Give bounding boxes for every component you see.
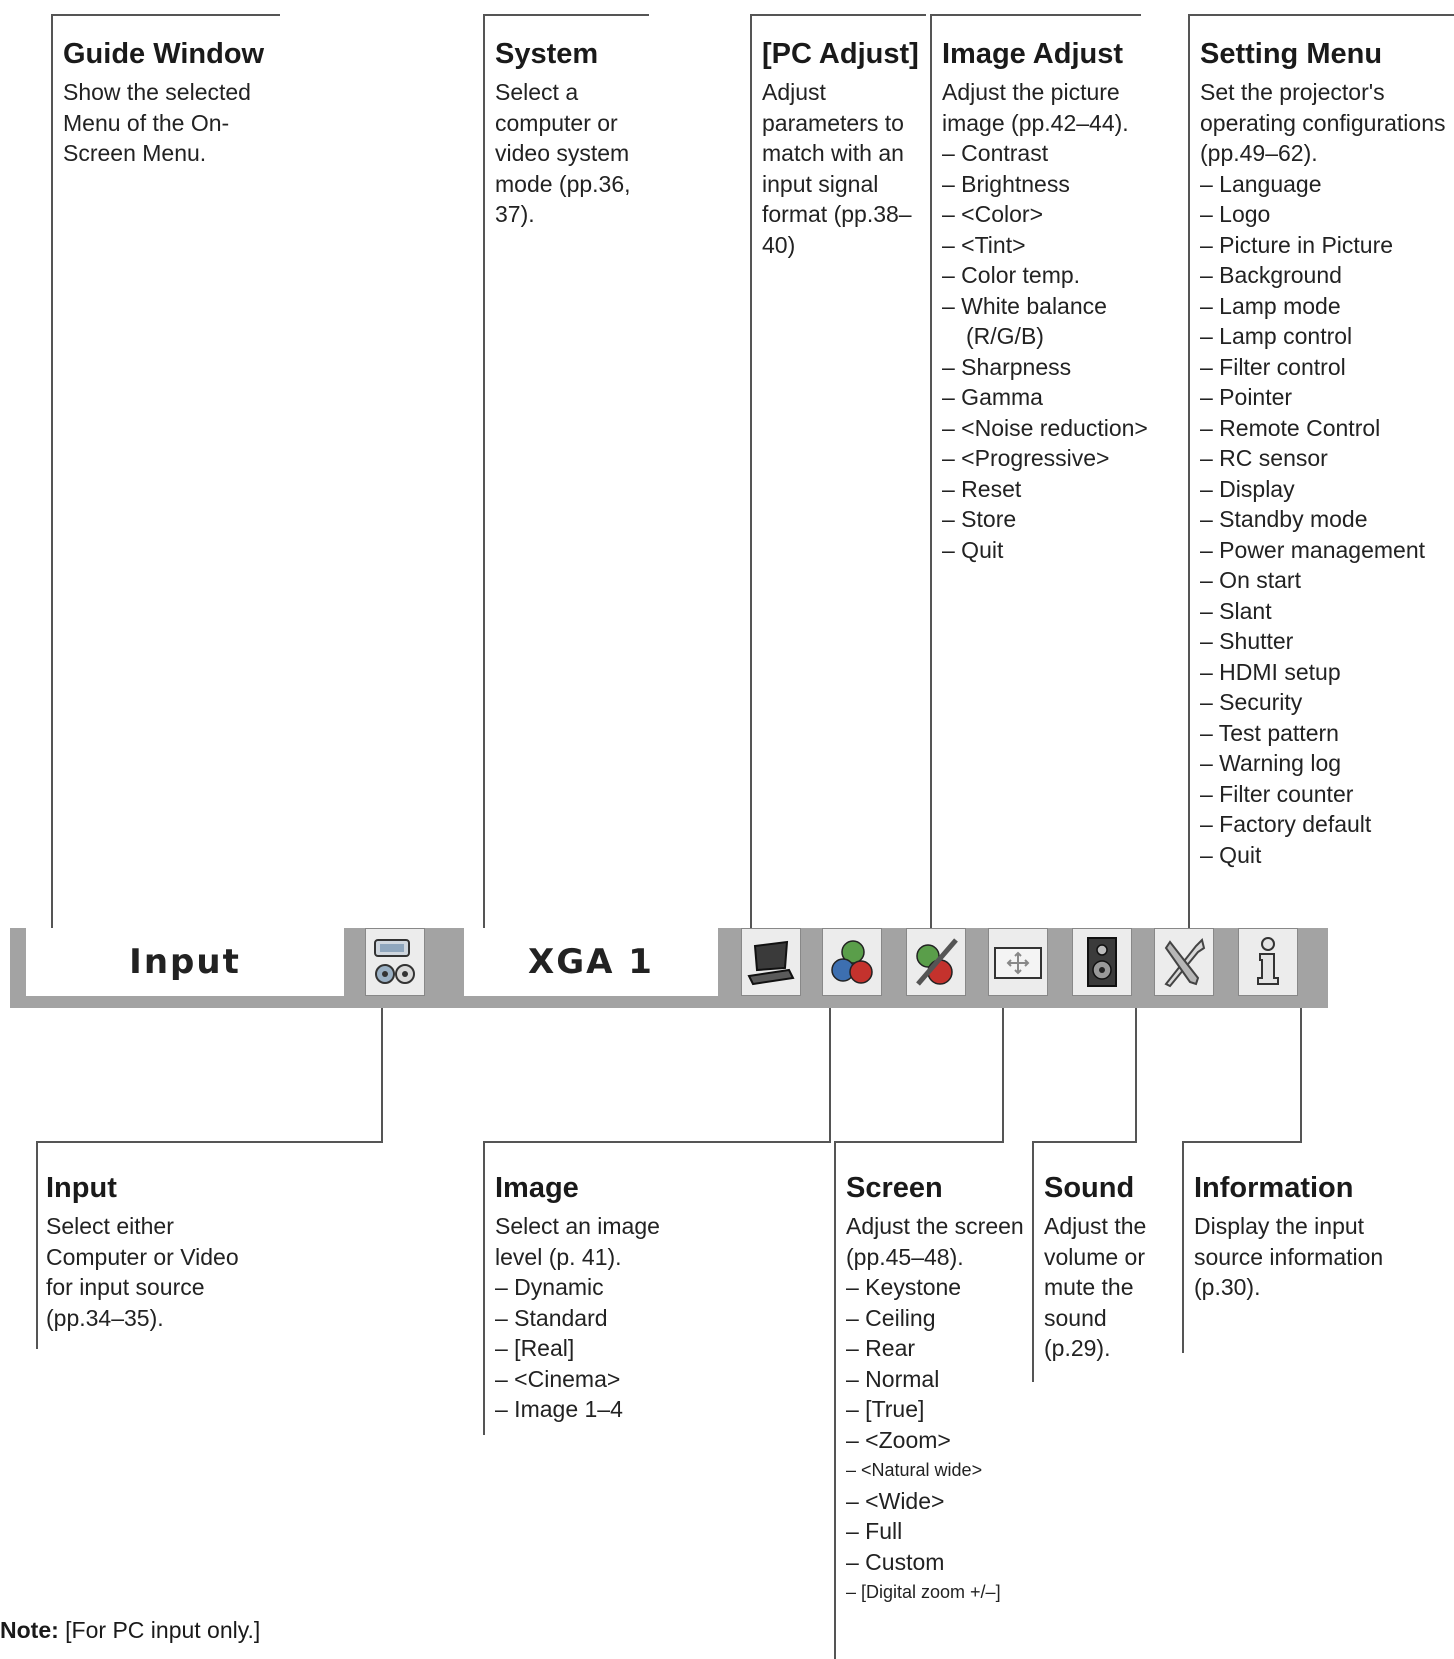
sound-icon-button[interactable] bbox=[1072, 928, 1132, 996]
image-icon bbox=[826, 932, 878, 992]
callout-desc: Set the projector's operating configurations (pp.49–62). bbox=[1200, 79, 1446, 166]
pc-adjust-icon-button[interactable] bbox=[741, 928, 801, 996]
information-icon-button[interactable] bbox=[1238, 928, 1298, 996]
list-item: – [True] bbox=[846, 1396, 925, 1422]
list-item: – Picture in Picture bbox=[1200, 231, 1394, 258]
list-item: – Standard bbox=[495, 1304, 608, 1331]
system-text: XGA 1 bbox=[528, 942, 654, 982]
leader-line-screen bbox=[1002, 996, 1004, 1142]
list-item: – Rear bbox=[846, 1335, 916, 1361]
list-item: – Store bbox=[942, 506, 1017, 532]
list-item: – Filter counter bbox=[1200, 780, 1354, 807]
callout-title: Setting Menu bbox=[1200, 38, 1383, 70]
callout-pc-adjust bbox=[762, 38, 920, 260]
callout-setting-menu bbox=[1200, 38, 1454, 870]
list-item: – Remote Control bbox=[1200, 414, 1381, 441]
leader-line-screen-v bbox=[834, 1141, 836, 1659]
callout-input bbox=[46, 1172, 261, 1333]
list-item: – Sharpness bbox=[942, 353, 1072, 380]
leader-line-input-h bbox=[36, 1141, 383, 1143]
list-item: – Full bbox=[846, 1518, 903, 1544]
list-item: – <Zoom> bbox=[846, 1426, 951, 1453]
callout-information bbox=[1194, 1172, 1384, 1303]
leader-line-guide-window-cap bbox=[51, 14, 280, 16]
list-item: – Test pattern bbox=[1200, 719, 1339, 746]
callout-title: System bbox=[495, 38, 599, 70]
list-item: – Factory default bbox=[1200, 811, 1372, 837]
callout-screen bbox=[846, 1172, 1026, 1608]
callout-desc: Select an image level (p. 41). bbox=[495, 1213, 660, 1270]
leader-line-image bbox=[829, 996, 831, 1142]
callout-desc: Display the input source information (p.30). bbox=[1194, 1213, 1384, 1300]
pc-adjust-icon bbox=[745, 932, 797, 992]
leader-line-guide-window bbox=[51, 14, 53, 929]
image-adjust-items bbox=[942, 138, 1147, 565]
callout-title: Image Adjust bbox=[942, 38, 1124, 70]
sound-icon bbox=[1076, 932, 1128, 992]
list-item: – Pointer bbox=[1200, 384, 1293, 410]
list-item: – Standby mode bbox=[1200, 506, 1368, 532]
list-item: – Keystone bbox=[846, 1274, 962, 1300]
system-field bbox=[464, 928, 718, 996]
screen-items bbox=[846, 1272, 1026, 1608]
image-adjust-icon-button[interactable] bbox=[906, 928, 966, 996]
setting-menu-items bbox=[1200, 169, 1454, 871]
list-item: – Contrast bbox=[942, 140, 1049, 166]
list-item: – Logo bbox=[1200, 201, 1271, 227]
note bbox=[0, 1617, 260, 1644]
setting-icon-button[interactable] bbox=[1154, 928, 1214, 996]
leader-line-image-adjust bbox=[930, 14, 932, 929]
leader-line-sound-v bbox=[1032, 1141, 1034, 1382]
list-item: – Reset bbox=[942, 475, 1022, 502]
guide-window-text: Input bbox=[129, 942, 241, 982]
leader-line-screen-h bbox=[834, 1141, 1004, 1143]
leader-line-image-h bbox=[483, 1141, 831, 1143]
leader-line-input bbox=[381, 996, 383, 1142]
list-item: – Language bbox=[1200, 170, 1322, 197]
list-item: – Security bbox=[1200, 689, 1303, 715]
leader-line-system-cap bbox=[483, 14, 649, 16]
list-item: – RC sensor bbox=[1200, 445, 1328, 471]
list-item: – [Real] bbox=[495, 1335, 575, 1361]
list-item: – HDMI setup bbox=[1200, 658, 1341, 685]
list-item: – <Progressive> bbox=[942, 445, 1110, 471]
list-item: – Background bbox=[1200, 262, 1342, 288]
list-item: – Lamp control bbox=[1200, 323, 1353, 349]
list-item: – On start bbox=[1200, 567, 1301, 593]
list-item: (R/G/B) bbox=[966, 323, 1044, 349]
list-item: – <Natural wide> bbox=[846, 1460, 983, 1480]
callout-desc: Select either Computer or Video for input source (pp.34–35). bbox=[46, 1213, 239, 1331]
list-item: – Quit bbox=[1200, 841, 1262, 868]
leader-line-sound-h bbox=[1032, 1141, 1137, 1143]
callout-sound bbox=[1044, 1172, 1169, 1364]
callout-title: Guide Window bbox=[63, 38, 265, 70]
callout-title: Screen bbox=[846, 1172, 943, 1204]
information-icon bbox=[1242, 932, 1294, 992]
note-label: Note: bbox=[0, 1617, 59, 1643]
leader-line-setting-menu bbox=[1188, 14, 1190, 929]
list-item: – Normal bbox=[846, 1365, 940, 1392]
list-item: – <Color> bbox=[942, 201, 1044, 227]
callout-desc: Adjust the volume or mute the sound (p.29). bbox=[1044, 1213, 1147, 1361]
callout-desc: Show the selected Menu of the On-Screen Menu. bbox=[63, 79, 251, 166]
list-item: – Display bbox=[1200, 475, 1295, 502]
list-item: – [Digital zoom +/–] bbox=[846, 1582, 1001, 1602]
leader-line-information-h bbox=[1182, 1141, 1302, 1143]
list-item: – Gamma bbox=[942, 384, 1043, 410]
callout-image bbox=[495, 1172, 685, 1425]
list-item: – Shutter bbox=[1200, 628, 1294, 654]
image-items bbox=[495, 1272, 685, 1425]
leader-line-setting-menu-cap bbox=[1188, 14, 1454, 16]
list-item: – Quit bbox=[942, 536, 1004, 563]
list-item: – <Noise reduction> bbox=[942, 414, 1148, 441]
input-icon-button[interactable] bbox=[365, 928, 425, 996]
callout-system bbox=[495, 38, 655, 230]
leader-line-image-adjust-cap bbox=[930, 14, 1141, 16]
callout-guide-window bbox=[63, 38, 293, 169]
list-item: – Custom bbox=[846, 1548, 945, 1575]
list-item: – Filter control bbox=[1200, 353, 1346, 380]
leader-line-sound bbox=[1135, 996, 1137, 1142]
leader-line-information bbox=[1300, 996, 1302, 1142]
leader-line-system bbox=[483, 14, 485, 929]
leader-line-input-v bbox=[36, 1141, 38, 1349]
list-item: – <Tint> bbox=[942, 231, 1026, 258]
list-item: – Warning log bbox=[1200, 750, 1342, 776]
callout-title: Sound bbox=[1044, 1172, 1135, 1204]
leader-line-information-v bbox=[1182, 1141, 1184, 1353]
callout-title: [PC Adjust] bbox=[762, 38, 919, 70]
callout-desc: Adjust the picture image (pp.42–44). bbox=[942, 79, 1129, 136]
list-item: – Lamp mode bbox=[1200, 292, 1341, 319]
callout-desc: Adjust parameters to match with an input signal format (pp.38–40) bbox=[762, 79, 912, 258]
callout-desc: Adjust the screen (pp.45–48). bbox=[846, 1213, 1024, 1270]
leader-line-pc-adjust bbox=[750, 14, 752, 929]
callout-title: Input bbox=[46, 1172, 117, 1204]
list-item: – Color temp. bbox=[942, 262, 1081, 288]
list-item: – Slant bbox=[1200, 597, 1272, 624]
callout-title: Information bbox=[1194, 1172, 1354, 1204]
image-adjust-icon bbox=[910, 932, 962, 992]
list-item: – Image 1–4 bbox=[495, 1396, 623, 1422]
setting-icon bbox=[1158, 932, 1210, 992]
list-item: – <Wide> bbox=[846, 1487, 945, 1514]
list-item: – White balance bbox=[942, 292, 1107, 319]
screen-icon bbox=[992, 932, 1044, 992]
guide-window-field bbox=[26, 928, 344, 996]
screen-icon-button[interactable] bbox=[988, 928, 1048, 996]
list-item: – Brightness bbox=[942, 170, 1070, 197]
callout-title: Image bbox=[495, 1172, 579, 1204]
callout-desc: Select a computer or video system mode (pp.36, 37). bbox=[495, 79, 631, 227]
list-item: – Power management bbox=[1200, 536, 1426, 563]
leader-line-pc-adjust-cap bbox=[750, 14, 926, 16]
input-icon bbox=[369, 932, 421, 992]
leader-line-image-v bbox=[483, 1141, 485, 1435]
list-item: – <Cinema> bbox=[495, 1365, 621, 1392]
callout-image-adjust bbox=[942, 38, 1147, 565]
list-item: – Ceiling bbox=[846, 1304, 936, 1331]
note-text: [For PC input only.] bbox=[65, 1617, 261, 1643]
image-icon-button[interactable] bbox=[822, 928, 882, 996]
list-item: – Dynamic bbox=[495, 1274, 604, 1300]
